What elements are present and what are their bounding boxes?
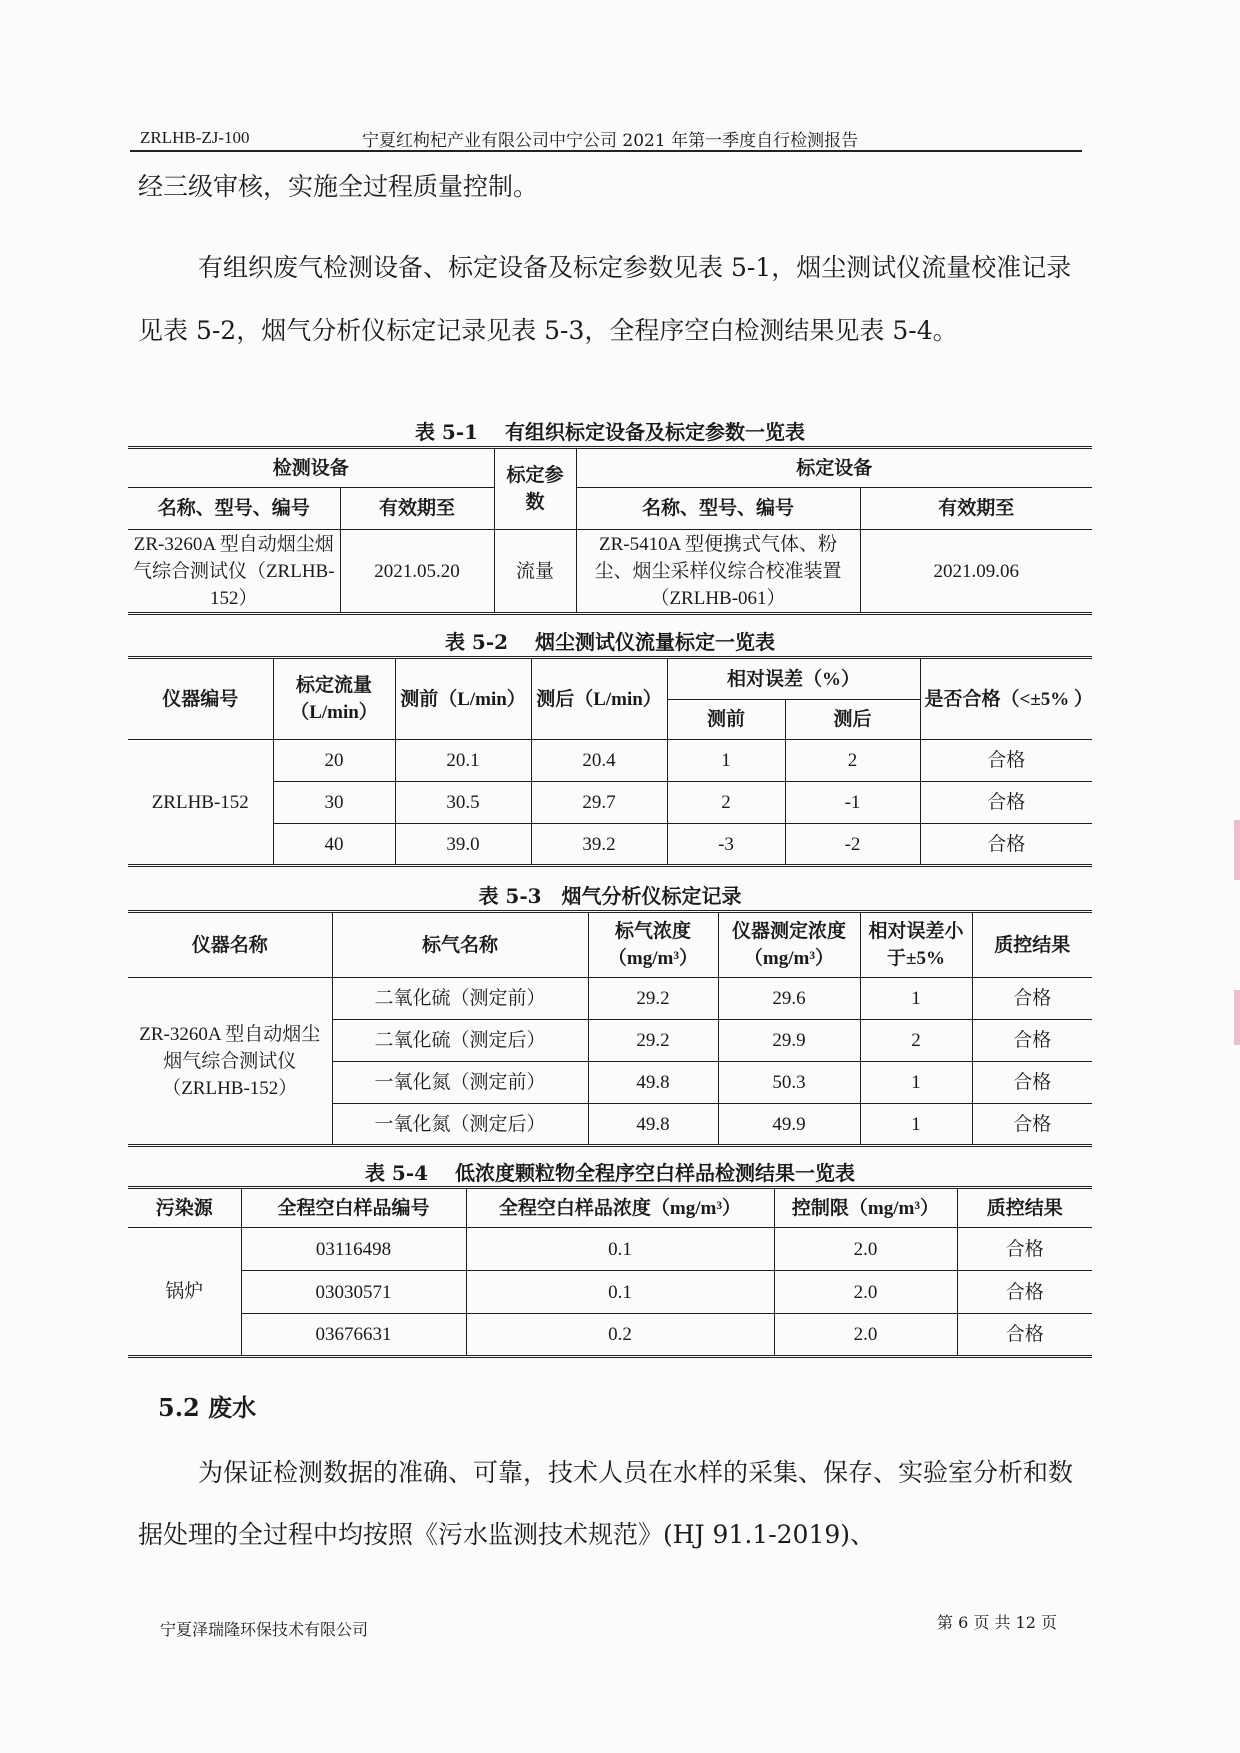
instrument-id-cell: ZRLHB-152 (128, 740, 273, 866)
th-rated-flow: 标定流量（L/min） (273, 658, 395, 740)
result-cell: 合格 (920, 824, 1092, 866)
result-cell: 合格 (972, 1062, 1092, 1104)
th-sample-id: 全程空白样品编号 (241, 1188, 466, 1228)
table-row (128, 824, 1092, 866)
table-row (128, 1271, 1092, 1314)
page-number: 第 6 页 共 12 页 (937, 1613, 1057, 1632)
result-cell: 合格 (972, 978, 1092, 1020)
table-5-3-caption: 表 5-3 烟气分析仪标定记录 (478, 884, 742, 908)
page-header (130, 126, 1082, 152)
result-cell: 合格 (920, 782, 1092, 824)
err-cell: 1 (860, 978, 972, 1020)
result-cell: 合格 (957, 1314, 1092, 1357)
table-5-4-caption: 表 5-4 低浓度颗粒物全程序空白样品检测结果一览表 (364, 1161, 856, 1185)
section-5-2-paragraph: 为保证检测数据的准确、可靠，技术人员在水样的采集、保存、实验室分析和数据处理的全过程中均按照《污水监测技术规范》(HJ 91.1-2019)、 (138, 1458, 1074, 1549)
measured-cell: 29.6 (718, 978, 860, 1020)
th-err-before: 测前 (667, 700, 785, 740)
th-std-conc: 标气浓度（mg/m³） (588, 912, 718, 978)
th-instrument-name: 仪器名称 (128, 912, 332, 978)
std-cell: 29.2 (588, 978, 718, 1020)
seal-edge-mark (1234, 990, 1240, 1045)
detect-valid-cell: 2021.05.20 (340, 530, 494, 614)
err-before-cell: -3 (667, 824, 785, 866)
th-gas-name: 标气名称 (332, 912, 588, 978)
gas-cell: 二氧化硫（测定前） (332, 978, 588, 1020)
measured-cell: 49.9 (718, 1104, 860, 1146)
calib-name-cell: ZR-5410A 型便携式气体、粉尘、烟尘采样仪综合校准装置（ZRLHB-061） (576, 530, 860, 614)
err-after-cell: -2 (785, 824, 920, 866)
gas-cell: 一氧化氮（测定前） (332, 1062, 588, 1104)
calib-valid-cell: 2021.09.06 (860, 530, 1092, 614)
table-row (128, 1228, 1092, 1271)
std-cell: 29.2 (588, 1020, 718, 1062)
table-row (128, 740, 1092, 782)
measured-cell: 50.3 (718, 1062, 860, 1104)
conc-cell: 0.1 (466, 1228, 774, 1271)
table-5-2 (128, 656, 1092, 867)
before-cell: 20.1 (395, 740, 531, 782)
table-5-1-caption: 表 5-1 有组织标定设备及标定参数一览表 (414, 420, 806, 444)
std-cell: 49.8 (588, 1062, 718, 1104)
th-err-after: 测后 (785, 700, 920, 740)
th-instrument-id: 仪器编号 (128, 658, 273, 740)
seal-edge-mark (1234, 820, 1240, 880)
gas-cell: 二氧化硫（测定后） (332, 1020, 588, 1062)
table-5-2-caption: 表 5-2 烟尘测试仪流量标定一览表 (444, 630, 776, 654)
th-control-limit: 控制限（mg/m³） (774, 1188, 957, 1228)
th-calib-param: 标定参数 (494, 448, 576, 530)
after-cell: 29.7 (531, 782, 667, 824)
err-cell: 2 (860, 1020, 972, 1062)
err-after-cell: -1 (785, 782, 920, 824)
limit-cell: 2.0 (774, 1228, 957, 1271)
result-cell: 合格 (972, 1020, 1092, 1062)
footer-company: 宁夏泽瑞隆环保技术有限公司 (160, 1620, 369, 1639)
table-row (128, 1314, 1092, 1357)
doc-code: ZRLHB-ZJ-100 (140, 128, 250, 147)
sample-id-cell: 03116498 (241, 1228, 466, 1271)
th-blank-conc: 全程空白样品浓度（mg/m³） (466, 1188, 774, 1228)
after-cell: 20.4 (531, 740, 667, 782)
before-cell: 39.0 (395, 824, 531, 866)
err-before-cell: 1 (667, 740, 785, 782)
result-cell: 合格 (957, 1228, 1092, 1271)
th-before: 测前（L/min） (395, 658, 531, 740)
th-rel-error: 相对误差（%） (667, 658, 920, 700)
source-cell: 锅炉 (128, 1228, 241, 1357)
th-qc-result: 质控结果 (957, 1188, 1092, 1228)
flow-cell: 20 (273, 740, 395, 782)
gas-cell: 一氧化氮（测定后） (332, 1104, 588, 1146)
th-source: 污染源 (128, 1188, 241, 1228)
th-measured-conc: 仪器测定浓度（mg/m³） (718, 912, 860, 978)
paragraph-qc-review: 经三级审核，实施全过程质量控制。 (138, 172, 539, 201)
limit-cell: 2.0 (774, 1314, 957, 1357)
sample-id-cell: 03676631 (241, 1314, 466, 1357)
paragraph-table-intro: 有组织废气检测设备、标定设备及标定参数见表 5-1，烟尘测试仪流量校准记录见表 5-2，烟气分析仪标定记录见表 5-3，全程序空白检测结果见表 5-4。 (138, 253, 1072, 345)
conc-cell: 0.1 (466, 1271, 774, 1314)
report-title: 宁夏红枸杞产业有限公司中宁公司 2021 年第一季度自行检测报告 (362, 131, 859, 151)
table-5-1 (128, 446, 1092, 615)
section-5-2-title: 5.2 废水 (158, 1393, 257, 1422)
table-5-3 (128, 910, 1092, 1147)
table-row (128, 782, 1092, 824)
measured-cell: 29.9 (718, 1020, 860, 1062)
flow-cell: 40 (273, 824, 395, 866)
after-cell: 39.2 (531, 824, 667, 866)
table-5-4 (128, 1186, 1092, 1358)
th-pass: 是否合格（<±5% ） (920, 658, 1092, 740)
th-calib-equipment: 标定设备 (576, 448, 1092, 488)
th-calib-name: 名称、型号、编号 (576, 488, 860, 530)
table-row (128, 978, 1092, 1020)
th-after: 测后（L/min） (531, 658, 667, 740)
before-cell: 30.5 (395, 782, 531, 824)
detect-name-cell: ZR-3260A 型自动烟尘烟气综合测试仪（ZRLHB-152） (128, 530, 340, 614)
param-cell: 流量 (494, 530, 576, 614)
th-qc-result: 质控结果 (972, 912, 1092, 978)
th-detect-equipment: 检测设备 (128, 448, 494, 488)
instrument-name-cell: ZR-3260A 型自动烟尘烟气综合测试仪（ZRLHB-152） (128, 978, 332, 1146)
result-cell: 合格 (920, 740, 1092, 782)
err-after-cell: 2 (785, 740, 920, 782)
th-detect-name: 名称、型号、编号 (128, 488, 340, 530)
err-cell: 1 (860, 1104, 972, 1146)
result-cell: 合格 (972, 1104, 1092, 1146)
conc-cell: 0.2 (466, 1314, 774, 1357)
err-cell: 1 (860, 1062, 972, 1104)
sample-id-cell: 03030571 (241, 1271, 466, 1314)
err-before-cell: 2 (667, 782, 785, 824)
result-cell: 合格 (957, 1271, 1092, 1314)
th-calib-valid: 有效期至 (860, 488, 1092, 530)
flow-cell: 30 (273, 782, 395, 824)
th-rel-error: 相对误差小于±5% (860, 912, 972, 978)
limit-cell: 2.0 (774, 1271, 957, 1314)
th-detect-valid: 有效期至 (340, 488, 494, 530)
std-cell: 49.8 (588, 1104, 718, 1146)
